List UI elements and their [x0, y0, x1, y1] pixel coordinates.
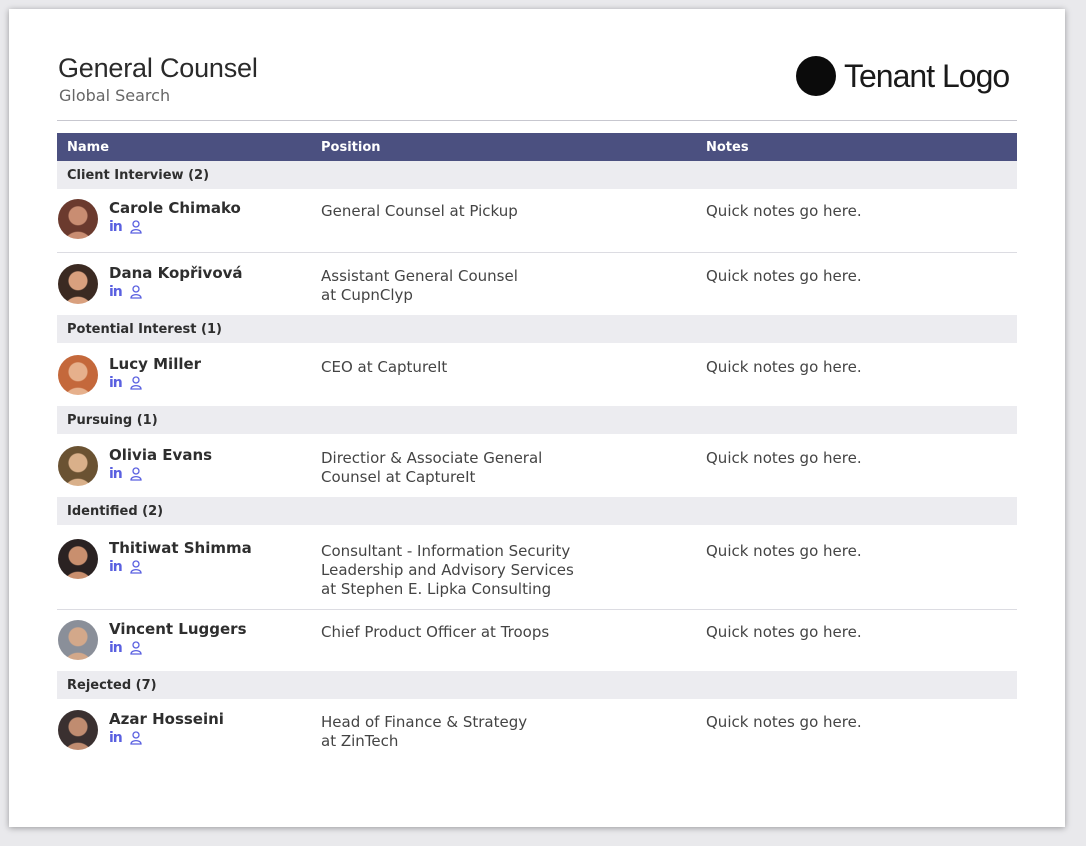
name-cell	[57, 699, 311, 762]
table-row[interactable]	[57, 189, 1017, 252]
notes-cell[interactable]	[696, 609, 1017, 671]
avatar[interactable]	[58, 446, 98, 486]
person-name[interactable]: Lucy Miller	[109, 355, 202, 373]
position-cell	[311, 699, 696, 762]
linkedin-icon[interactable]: in	[109, 730, 122, 746]
position-cell	[311, 343, 696, 406]
person-name[interactable]: Vincent Luggers	[109, 619, 247, 638]
person-name[interactable]: Carole Chimako	[109, 199, 241, 217]
notes-cell[interactable]	[696, 343, 1017, 406]
group-label: Potential Interest (1)	[67, 321, 222, 337]
linkedin-icon[interactable]: in	[109, 375, 122, 391]
notes-text[interactable]: Quick notes go here.	[706, 542, 862, 560]
position-cell	[311, 609, 696, 671]
position-line: Leadership and Advisory Services	[321, 561, 574, 579]
name-cell	[57, 434, 311, 497]
avatar[interactable]	[58, 710, 98, 750]
header-divider	[57, 120, 1017, 121]
table-row[interactable]	[57, 609, 1017, 671]
linkedin-icon[interactable]: in	[109, 466, 122, 482]
position-cell	[311, 189, 696, 252]
name-cell	[57, 343, 311, 406]
position-line: at Stephen E. Lipka Consulting	[321, 580, 552, 598]
notes-cell[interactable]	[696, 525, 1017, 609]
group-row[interactable]	[57, 315, 1017, 343]
notes-text[interactable]: Quick notes go here.	[706, 202, 862, 220]
position-cell	[311, 252, 696, 315]
position-line: Head of Finance & Strategy	[321, 713, 528, 731]
person-icon[interactable]	[130, 560, 142, 574]
position-line: CEO at CaptureIt	[321, 358, 448, 376]
position-line: General Counsel at Pickup	[321, 202, 518, 220]
position-line: Chief Product Officer at Troops	[321, 622, 550, 641]
group-row[interactable]	[57, 406, 1017, 434]
position-line: Counsel at CaptureIt	[321, 468, 476, 486]
table-row[interactable]	[57, 699, 1017, 762]
logo-circle-icon	[796, 56, 836, 96]
person-icon[interactable]	[130, 467, 142, 481]
table-row[interactable]	[57, 343, 1017, 406]
table-row[interactable]	[57, 525, 1017, 609]
column-header-name[interactable]: Name	[67, 139, 110, 155]
notes-text[interactable]: Quick notes go here.	[706, 622, 862, 641]
candidates-table	[57, 133, 1017, 762]
table-header	[57, 133, 1017, 161]
notes-text[interactable]: Quick notes go here.	[706, 449, 862, 467]
position-cell	[311, 434, 696, 497]
position-line: Directior & Associate General	[321, 449, 543, 467]
notes-cell[interactable]	[696, 189, 1017, 252]
notes-cell[interactable]	[696, 252, 1017, 315]
column-header-position[interactable]: Position	[321, 139, 381, 155]
group-row[interactable]	[57, 497, 1017, 525]
group-label: Identified (2)	[67, 503, 164, 519]
avatar[interactable]	[58, 539, 98, 579]
table-row[interactable]	[57, 252, 1017, 315]
notes-cell[interactable]	[696, 434, 1017, 497]
person-name[interactable]: Olivia Evans	[109, 446, 213, 464]
page-title: General Counsel	[58, 53, 258, 83]
logo-text: Tenant Logo	[844, 57, 1010, 94]
person-icon[interactable]	[130, 641, 142, 655]
linkedin-icon[interactable]: in	[109, 219, 122, 235]
notes-cell[interactable]	[696, 699, 1017, 762]
group-label: Rejected (7)	[67, 677, 157, 693]
table-body	[57, 161, 1017, 762]
position-line: at ZinTech	[321, 732, 399, 750]
linkedin-icon[interactable]: in	[109, 283, 122, 300]
notes-text[interactable]: Quick notes go here.	[706, 358, 862, 376]
avatar[interactable]	[58, 264, 98, 304]
column-header-notes[interactable]: Notes	[706, 139, 749, 155]
avatar[interactable]	[58, 620, 98, 660]
notes-text[interactable]: Quick notes go here.	[706, 266, 862, 285]
person-name[interactable]: Azar Hosseini	[109, 710, 224, 728]
person-icon[interactable]	[130, 731, 142, 745]
group-row[interactable]	[57, 671, 1017, 699]
linkedin-icon[interactable]: in	[109, 639, 122, 656]
page-subtitle: Global Search	[59, 86, 171, 105]
person-icon[interactable]	[130, 285, 142, 299]
person-name[interactable]: Thitiwat Shimma	[109, 539, 252, 557]
tenant-logo	[796, 56, 1009, 96]
linkedin-icon[interactable]: in	[109, 559, 122, 575]
group-label: Client Interview (2)	[67, 167, 210, 183]
group-label: Pursuing (1)	[67, 412, 158, 428]
avatar[interactable]	[58, 355, 98, 395]
group-row[interactable]	[57, 161, 1017, 189]
report-card	[9, 9, 1065, 827]
position-line: Consultant - Information Security	[321, 542, 571, 560]
name-cell	[57, 252, 311, 315]
avatar[interactable]	[58, 199, 98, 239]
notes-text[interactable]: Quick notes go here.	[706, 713, 862, 731]
name-cell	[57, 525, 311, 609]
table-row[interactable]	[57, 434, 1017, 497]
name-cell	[57, 609, 311, 671]
position-line: Assistant General Counsel	[321, 266, 518, 285]
position-cell	[311, 525, 696, 609]
name-cell	[57, 189, 311, 252]
position-line: at CupnClyp	[321, 285, 413, 304]
person-icon[interactable]	[130, 220, 142, 234]
person-name[interactable]: Dana Kopřivová	[109, 263, 243, 282]
person-icon[interactable]	[130, 376, 142, 390]
